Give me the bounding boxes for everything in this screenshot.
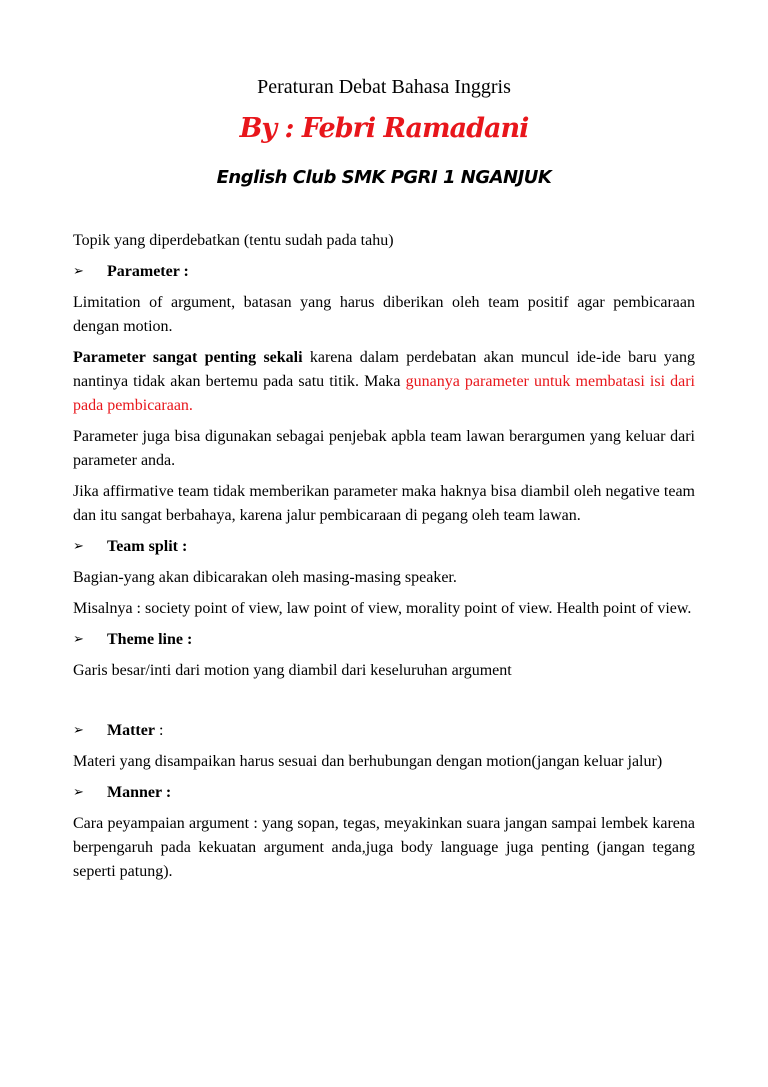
- section-heading-team-split: [73, 535, 695, 559]
- bold-text: Parameter sangat penting sekali: [73, 349, 303, 366]
- paragraph: Garis besar/inti dari motion yang diambil dari keseluruhan argument: [73, 662, 512, 679]
- highlighted-text: gunanya parameter untuk membatasi isi dari pada pembicaraan.: [73, 373, 696, 414]
- heading-colon: :: [154, 722, 164, 739]
- paragraph: [73, 346, 695, 418]
- arrow-bullet-icon: ➢: [73, 632, 84, 647]
- spacer: [73, 690, 695, 719]
- arrow-bullet-icon: ➢: [73, 723, 84, 738]
- heading-text: Matter: [107, 722, 155, 739]
- section-heading-parameter: [73, 260, 695, 284]
- intro-paragraph: Topik yang diperdebatkan (tentu sudah pada tahu): [73, 232, 394, 249]
- paragraph: Misalnya : society point of view, law point of view, morality point of view. Health point of view.: [73, 600, 692, 617]
- heading-text: Parameter :: [107, 263, 189, 280]
- paragraph: Jika affirmative team tidak memberikan parameter maka haknya bisa diambil oleh negative team dan itu sangat berbahaya, karena jalur pembicaraan di pegang oleh team lawan.: [73, 483, 695, 524]
- section-heading-theme-line: [73, 628, 695, 652]
- arrow-bullet-icon: ➢: [73, 539, 84, 554]
- arrow-bullet-icon: ➢: [73, 264, 84, 279]
- text: karena dalam perdebatan akan muncul ide-ide baru yang nantinya tidak akan bertemu pada satu titik. Maka: [73, 349, 695, 390]
- arrow-bullet-icon: ➢: [73, 785, 84, 800]
- document-body: [73, 229, 695, 891]
- document-title: Peraturan Debat Bahasa Inggris: [257, 76, 511, 98]
- section-heading-manner: [73, 781, 695, 805]
- paragraph: Materi yang disampaikan harus sesuai dan berhubungan dengan motion(jangan keluar jalur): [73, 753, 663, 770]
- club-line: English Club SMK PGRI 1 NGANJUK: [216, 167, 552, 188]
- section-heading-matter: [73, 719, 695, 743]
- heading-text: Theme line :: [107, 631, 193, 648]
- paragraph: Limitation of argument, batasan yang harus diberikan oleh team positif agar pembicaraan dengan motion.: [73, 294, 695, 335]
- heading-text: Team split :: [107, 538, 188, 555]
- heading-text: Manner :: [107, 784, 172, 801]
- paragraph: Bagian-yang akan dibicarakan oleh masing-masing speaker.: [73, 569, 457, 586]
- author-line: By : Febri Ramadani: [239, 113, 529, 144]
- paragraph: Parameter juga bisa digunakan sebagai penjebak apbla team lawan berargumen yang keluar dari parameter anda.: [73, 428, 695, 469]
- paragraph: Cara peyampaian argument : yang sopan, tegas, meyakinkan suara jangan sampai lembek karena berpengaruh pada kekuatan argument anda,juga body language juga penting (jangan tegang seperti patung).: [73, 815, 695, 880]
